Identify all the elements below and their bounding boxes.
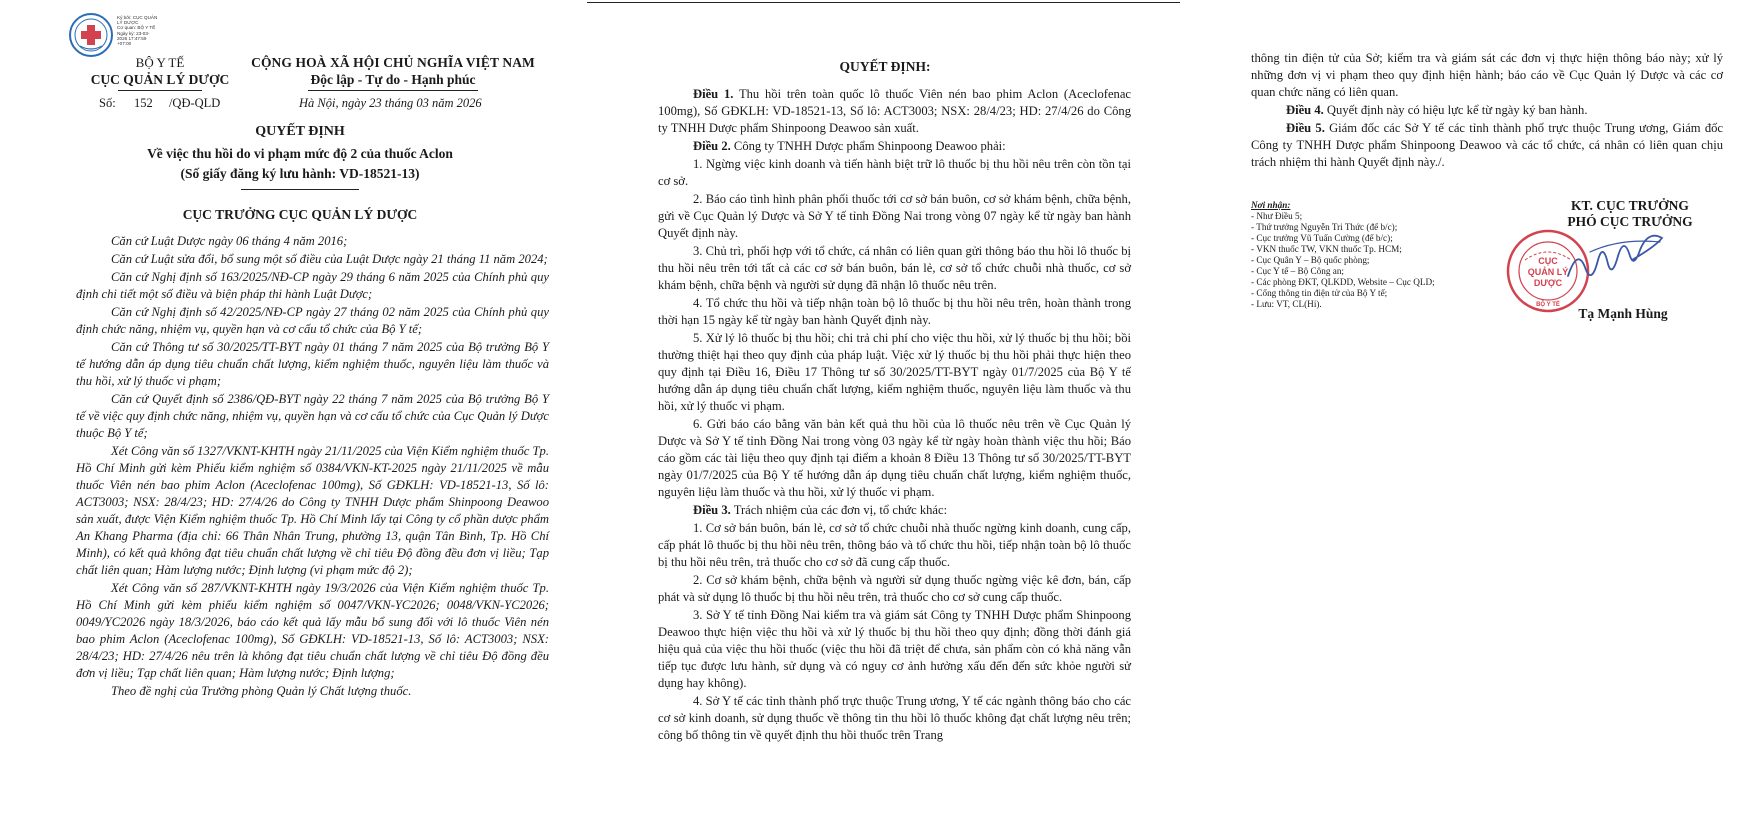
recipient-item: - Như Điều 5; [1251,211,1511,222]
recipient-item: - Thứ trưởng Nguyễn Tri Thức (để b/c); [1251,222,1511,233]
signer-title-2: PHÓ CỤC TRƯỞNG [1567,214,1693,229]
seal-line: Ký bởi: CỤC QUẢN [117,15,158,20]
article-text: Trách nhiệm của các đơn vị, tổ chức khác: [730,503,948,517]
decision-articles [658,86,1131,745]
article-4 [1251,102,1723,119]
article-item: 3. Chủ trì, phối hợp với tổ chức, cá nhân có liên quan gửi thông báo thu hồi lô thuốc bị thu hồi nêu trên tới tất cả các cơ sở bán buôn, bán lẻ, cơ sở tổ chức chuỗi nhà thuốc, cơ sở khám bệnh, chữa bệnh và người sử dụng đã nhận lô thuốc nêu trên. [658,244,1131,292]
article-1 [658,86,1131,137]
article-3 [658,502,1131,519]
stamp-line: QUẢN LÝ [1527,267,1569,277]
article-label: Điều 4. [1286,103,1324,117]
digital-signature-info [117,15,177,46]
recipient-item: - Cổng thông tin điện tử của Bộ Y tế; [1251,288,1511,299]
recipients-list [1251,200,1511,310]
article-label: Điều 2. [693,139,731,153]
legal-basis: Căn cứ Thông tư số 30/2025/TT-BYT ngày 01 tháng 7 năm 2025 của Bộ trưởng Bộ Y tế hướng dẫn áp dụng tiêu chuẩn chất lượng, kiểm nghiệm thuốc, nguyên liệu làm thuốc và thu hồi, xử lý thuốc vi phạm; [76,340,549,388]
ministry-name: BỘ Y TẾ [135,55,185,70]
article-item: 4. Tổ chức thu hồi và tiếp nhận toàn bộ lô thuốc bị thu hồi nêu trên, hoàn thành trong thời hạn 15 ngày kể từ ngày ban hành Quyết định này. [658,296,1131,327]
signer-title-1: KT. CỤC TRƯỞNG [1571,198,1689,213]
article-label: Điều 5. [1286,121,1325,135]
nation-name: CỘNG HOÀ XÃ HỘI CHỦ NGHĨA VIỆT NAM [251,55,535,70]
issuing-authority: CỤC TRƯỞNG CỤC QUẢN LÝ DƯỢC [182,207,418,222]
national-header [240,54,546,91]
legal-basis: Căn cứ Quyết định số 2386/QĐ-BYT ngày 22 tháng 7 năm 2025 của Bộ trưởng Bộ Y tế về việc quy định chức năng, nhiệm vụ, quyền hạn và cơ cấu tổ chức của Cục Quản lý Dược thuộc Bộ Y tế; [76,392,549,440]
recipient-item: - Lưu: VT, CL(Hi). [1251,299,1511,310]
article-5 [1251,120,1723,171]
decision-subject: Về việc thu hồi do vi phạm mức độ 2 của thuốc Aclon [147,146,453,161]
ministry-logo-icon [68,12,114,58]
signature-title [1510,198,1750,230]
national-motto: Độc lập - Tự do - Hạnh phúc [310,72,476,87]
legal-bases [76,233,549,701]
seal-line: Ngày ký: 23-03- [117,30,150,36]
recipient-item: - Cục Y tế – Bộ Công an; [1251,266,1511,277]
article-item: 5. Xử lý lô thuốc bị thu hồi; chi trả chi phí cho việc thu hồi, xử lý thuốc bị thu hồi; bồi thường thiệt hại theo quy định của pháp luật. Việc xử lý thuốc bị thu hồi phải thực hiện theo quy định tại Điều 16, Điều 17 Thông tư số 30/2025/TT-BYT ngày 01/7/2025 của Bộ Y tế hướng dẫn áp dụng tiêu chuẩn chất lượng, kiểm nghiệm thuốc, nguyên liệu làm thuốc và thu hồi, xử lý thuốc vi phạm. [658,331,1131,413]
recipient-item: - Các phòng ĐKT, QLKDD, Website – Cục QLD; [1251,277,1511,288]
motto-underline [308,90,478,91]
agency-name: CỤC QUẢN LÝ DƯỢC [90,72,230,87]
stamp-ring-text: BỘ Y TẾ [1536,302,1560,308]
recipient-item: - Cục Quân Y – Bộ quốc phòng; [1251,255,1511,266]
title-underline [241,189,359,190]
article-text: Thu hồi trên toàn quốc lô thuốc Viên nén bao phim Aclon (Aceclofenac 100mg), Số GĐKLH: VD-18521-13, Số lô: ACT3003; NSX: 28/4/23; HD: 27/4/26 do Công ty TNHH Dược phẩm Shinpoong Deawoo sản xuất. [658,87,1132,135]
article-item: 6. Gửi báo cáo bằng văn bản kết quả thu hồi của lô thuốc nêu trên về Cục Quản lý Dược và Sở Y tế tỉnh Đồng Nai trong vòng 03 ngày kể từ ngày hoàn thành việc thu hồi; Báo cáo gồm các tài liệu theo quy định tại điểm a khoản 8 Điều 13 Thông tư số 30/2025/TT-BYT ngày 01/7/2025 của Bộ Y tế hướng dẫn áp dụng tiêu chuẩn chất lượng, kiểm nghiệm thuốc, nguyên liệu làm thuốc và thu hồi, xử lý thuốc vi phạm. [658,417,1131,499]
decision-articles-continued [1251,50,1723,172]
stamp-line: DƯỢC [1533,278,1563,288]
document-number [99,96,220,111]
article-text: Công ty TNHH Dược phẩm Shinpoong Deawoo phải: [730,139,1006,153]
seal-line: 2026 17:47:59 [117,35,147,41]
article-2 [658,138,1131,155]
article-text: Quyết định này có hiệu lực kể từ ngày ký ban hành. [1323,103,1588,117]
legal-basis: Căn cứ Luật Dược ngày 06 tháng 4 năm 2016; [111,234,348,248]
legal-basis: Căn cứ Nghị định số 163/2025/NĐ-CP ngày 29 tháng 6 năm 2025 của Chính phủ quy định chi tiết một số điều và biện pháp thi hành Luật Dược; [76,270,549,301]
recipients-title: Nơi nhận: [1251,200,1291,210]
seal-line: +07:00 [117,41,132,47]
article-item: 1. Ngừng việc kinh doanh và tiến hành biệt trữ lô thuốc bị thu hồi nêu trên còn tồn tại cơ sở. [658,157,1131,188]
seal-line: Cơ quan: BỘ Y TẾ [117,25,156,31]
doc-number-label: Số: [99,96,116,110]
article-item: 4. Sở Y tế các tỉnh thành phố trực thuộc Trung ương, Y tế các ngành thông báo cho các cơ sở kinh doanh, sử dụng thuốc về thông tin thu hồi lô thuốc không đạt chất lượng nêu trên; công bố thông tin về quyết định thu hồi thuốc trên Trang [658,694,1131,742]
article-label: Điều 1. [693,87,734,101]
decision-heading: QUYẾT ĐỊNH: [839,59,931,74]
legal-basis: Căn cứ Nghị định số 42/2025/NĐ-CP ngày 27 tháng 02 năm 2025 của Chính phủ quy định chức năng, nhiệm vụ, quyền hạn và cơ cấu tổ chức của Bộ Y tế; [76,305,549,336]
article-item: 1. Cơ sở bán buôn, bán lẻ, cơ sở tổ chức chuỗi nhà thuốc ngừng kinh doanh, cung cấp, cấp phát lô thuốc bị thu hồi nêu trên, thông báo và tổ chức thu hồi, tiếp nhận toàn bộ lô thuốc bị thu hồi nêu trên, trả thuốc cho cơ sở đã cung cấp thuốc. [658,521,1131,569]
doc-number-suffix: /QĐ-QLD [168,96,221,110]
article-label: Điều 3. [693,503,731,517]
handwritten-signature-icon [1560,232,1680,292]
decision-title: QUYẾT ĐỊNH [255,124,345,139]
agency-underline [118,90,202,91]
signer-name: Tạ Mạnh Hùng [1578,306,1668,321]
article-item: 3. Sở Y tế tỉnh Đồng Nai kiểm tra và giám sát Công ty TNHH Dược phẩm Shinpoong Deawoo thực hiện việc thu hồi và xử lý thuốc bị thu hồi theo quy định; đồng thời đánh giá hiệu quả của việc thu hồi thuốc (việc thu hồi đã triệt để chưa, sản phẩm còn có khả năng vẫn tiếp tục được lưu hành, sử dụng và có nguy cơ ảnh hưởng xấu đến đến sức khỏe người sử dụng hay không). [658,608,1131,690]
article-continuation: thông tin điện tử của Sở; kiểm tra và giám sát các đơn vị thực hiện thông báo này; xử lý những đơn vị vi phạm theo quy định hiện hành; báo cáo về Cục Quản lý Dược và các cơ quan chức năng có liên quan. [1251,51,1723,99]
article-text: Giám đốc các Sở Y tế các tỉnh thành phố trực thuộc Trung ương, Giám đốc Công ty TNHH Dược phẩm Shinpoong Deawoo và các tổ chức, cá nhân có liên quan chịu trách nhiệm thi hành Quyết định này./. [1251,121,1723,169]
doc-number-value: 152 [133,96,153,110]
stamp-line: CỤC [1538,256,1558,266]
legal-basis: Căn cứ Luật sửa đổi, bổ sung một số điều của Luật Dược ngày 21 tháng 11 năm 2024; [111,252,548,266]
recipient-item: - VKN thuốc TW, VKN thuốc Tp. HCM; [1251,244,1511,255]
article-item: 2. Báo cáo tình hình phân phối thuốc tới cơ sở bán buôn, cơ sở khám bệnh, chữa bệnh, gửi về Cục Quản lý Dược và Sở Y tế tỉnh Đồng Nai trong vòng 07 ngày kể từ ngày ban hành Quyết định này. [658,192,1131,240]
legal-basis: Xét Công văn số 287/VKNT-KHTH ngày 19/3/2026 của Viện Kiểm nghiệm thuốc Tp. Hồ Chí Minh gửi kèm phiếu kiểm nghiệm số 0047/VKN-YC2026; 0048/VKN-YC2026; 0049/YC2026 ngày 18/3/2026, báo cáo kết quả lấy mẫu bổ sung đối với lô thuốc Viên nén bao phim Aclon (Aceclofenac 100mg), Số GĐKLH: VD-18521-13, Số lô: ACT3003; NSX: 28/4/23; HD: 27/4/26 nêu trên là không đạt tiêu chuẩn chất lượng về chỉ tiêu Độ đồng đều đơn vị liều; Tạp chất liên quan; Hàm lượng nước; Định lượng; [76,581,549,680]
recipient-item: - Cục trưởng Vũ Tuấn Cường (để b/c); [1251,233,1511,244]
document-date: Hà Nội, ngày 23 tháng 03 năm 2026 [299,96,482,110]
seal-line: LÝ DƯỢC [117,20,139,26]
legal-basis: Xét Công văn số 1327/VKNT-KHTH ngày 21/11/2025 của Viện Kiểm nghiệm thuốc Tp. Hồ Chí Minh gửi kèm Phiếu kiểm nghiệm số 0384/VKN-KT-2025 ngày 21/11/2025 về mẫu thuốc Viên nén bao phim Aclon (Aceclofenac 100mg), Số GĐKLH: VD-18521-13, Số lô: ACT3003; NSX: 28/4/23; HD: 27/4/26 do Công ty TNHH Dược phẩm Shinpoong Deawoo sản xuất, được Viện Kiểm nghiệm thuốc Tp. Hồ Chí Minh lấy tại Công ty cổ phần dược phẩm An Khang Pharma (địa chỉ: 66 Thân Nhân Trung, phường 13, quận Tân Bình, Tp. Hồ Chí Minh), có kết quả không đạt tiêu chuẩn chất lượng về chỉ tiêu Độ đồng đều đơn vị liều; Tạp chất liên quan; Hàm lượng nước; Định lượng (vi phạm mức độ 2); [76,444,549,577]
article-item: 2. Cơ sở khám bệnh, chữa bệnh và người sử dụng thuốc ngừng việc kê đơn, bán, cấp phát và sử dụng lô thuốc bị thu hồi nêu trên, trả thuốc cho cơ sở cung cấp thuốc. [658,573,1131,604]
decision-registration: (Số giấy đăng ký lưu hành: VD-18521-13) [180,166,420,181]
legal-basis: Theo đề nghị của Trưởng phòng Quản lý Chất lượng thuốc. [111,684,412,698]
